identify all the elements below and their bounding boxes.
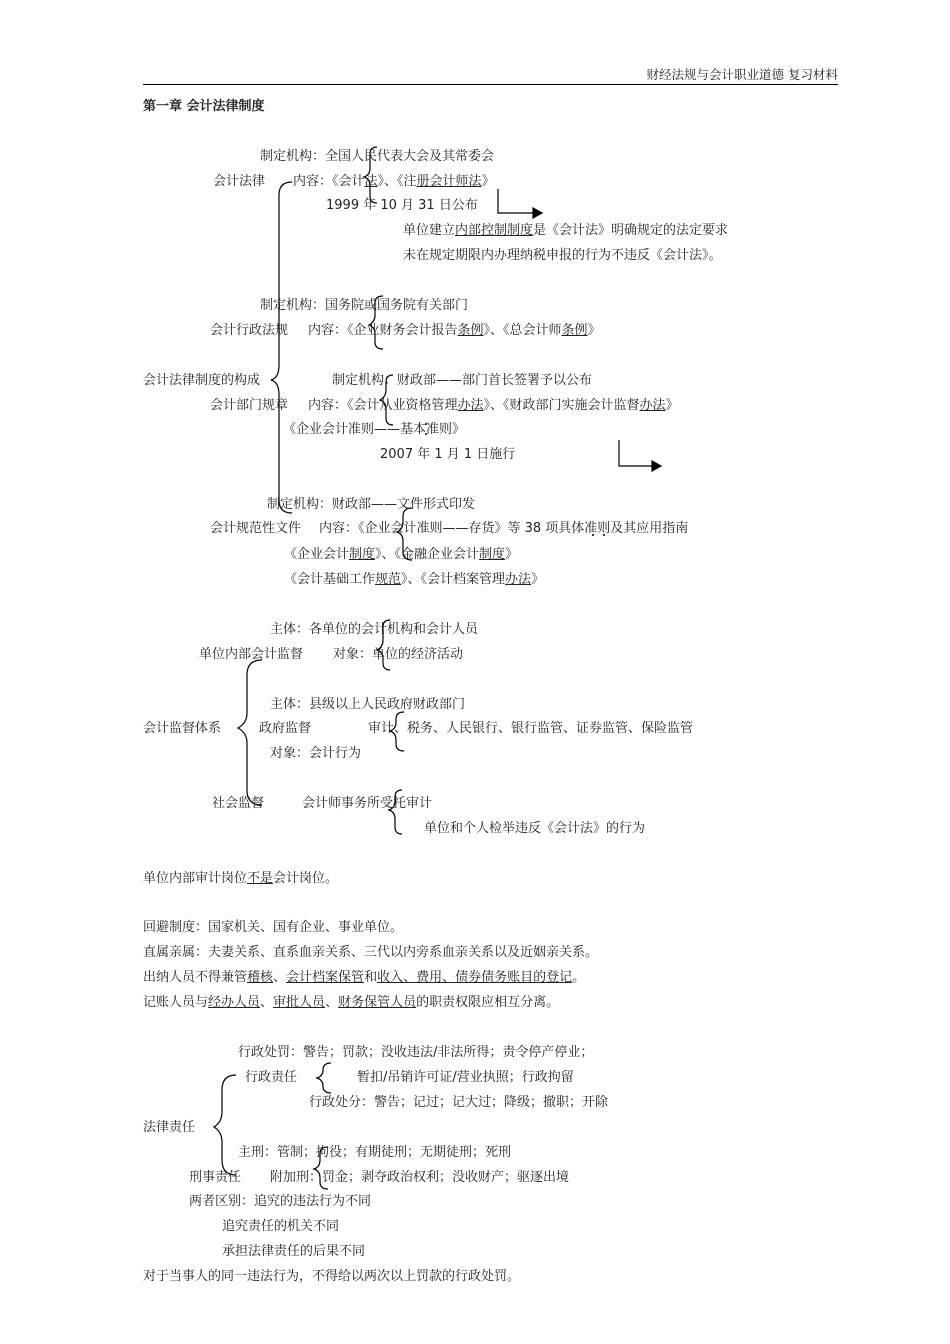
law-arrowhead <box>533 208 542 218</box>
dept-date: 2007 年 1 月 1 日施行 <box>380 447 516 462</box>
difference-1: 两者区别：追究的违法行为不同 <box>189 1194 372 1209</box>
admin-penalty: 行政处罚：警告；罚款；没收违法/非法所得；责令停产停业； <box>238 1045 594 1060</box>
admin-penalty-2: 暂扣/吊销许可证/营业执照；行政拘留 <box>357 1070 574 1085</box>
final-note: 对于当事人的同一违法行为，不得给以两次以上罚款的行政处罚。 <box>143 1269 521 1284</box>
note-avoid: 回避制度：国家机关、国有企业、事业单位。 <box>143 920 404 935</box>
social-item-2: 单位和个人检举违反《会计法》的行为 <box>424 821 646 836</box>
norm-maker: 制定机构：财政部——文件形式印发 <box>267 497 476 512</box>
government-others: 审计、税务、人民银行、银行监管、证券监管、保险监管 <box>368 721 694 736</box>
admin-sanction: 行政处分：警告；记过；记大过；降级；撤职；开除 <box>309 1095 609 1110</box>
framework-root: 会计法律制度的构成 <box>143 373 261 388</box>
law-note-2: 未在规定期限内办理纳税申报的行为不违反《会计法》。 <box>403 248 722 263</box>
dept-arrow <box>619 440 652 466</box>
social-item-1: 会计师事务所受托审计 <box>302 796 433 811</box>
header-title: 财经法规与会计职业道德 复习材料 <box>646 67 838 82</box>
internal-object: 对象：单位的经济活动 <box>333 647 464 662</box>
admin-content: 内容：《企业财务会计报告条例》、《总会计师条例》 <box>308 323 601 338</box>
criminal-label: 刑事责任 <box>189 1170 242 1185</box>
internal-subject: 主体：各单位的会计机构和会计人员 <box>270 622 479 637</box>
admin-label: 会计行政法规 <box>210 323 289 338</box>
norm-label: 会计规范性文件 <box>210 521 302 536</box>
law-note-1: 单位建立内部控制制度是《会计法》明确规定的法定要求 <box>403 223 729 238</box>
difference-3: 承担法律责任的后果不同 <box>222 1244 366 1259</box>
admin-maker: 制定机构：国务院或国务院有关部门 <box>260 298 469 313</box>
law-maker: 制定机构：全国人民代表大会及其常委会 <box>260 149 495 164</box>
dept-content: 内容：《会计从业资格管理办法》、《财政部门实施会计监督办法》 <box>308 398 679 413</box>
law-content: 内容：《会计法》、《注册会计师法》 <box>293 174 495 189</box>
admin-liability-brace <box>317 1063 331 1093</box>
norm-line-3: 《会计基础工作规范》、《会计档案管理办法》 <box>284 572 545 587</box>
criminal-extra: 附加刑：罚金；剥夺政治权利；没收财产；驱逐出境 <box>270 1170 570 1185</box>
norm-line-2: 《企业会计制度》、《金融企业会计制度》 <box>284 547 519 562</box>
note-audit: 单位内部审计岗位不是会计岗位。 <box>143 871 339 886</box>
dept-extra: 《企业会计准则——基本准则》 <box>283 422 466 437</box>
difference-2: 追究责任的机关不同 <box>222 1219 340 1234</box>
social-label: 社会监督 <box>212 796 265 811</box>
government-label: 政府监督 <box>259 721 312 736</box>
law-label: 会计法律 <box>213 174 266 189</box>
liability-bracket <box>214 1075 236 1175</box>
note-bookkeeper: 记账人员与经办人员、审批人员、财务保管人员的职责权限应相互分离。 <box>143 995 560 1010</box>
internal-label: 单位内部会计监督 <box>199 647 304 662</box>
framework-bracket <box>271 182 292 513</box>
norm-content: 内容：《企业会计准则——存货》等 38 项具体准则及其应用指南 <box>319 521 689 536</box>
government-subject: 主体：县级以上人民政府财政部门 <box>270 697 466 712</box>
supervision-root: 会计监督体系 <box>143 721 222 736</box>
admin-liability-label: 行政责任 <box>245 1070 298 1085</box>
note-cashier: 出纳人员不得兼管稽核、会计档案保管和收入、费用、债券债务账目的登记。 <box>143 970 586 985</box>
dept-maker: 制定机构：财政部——部门首长签署予以公布 <box>332 373 593 388</box>
dept-arrowhead <box>652 461 661 471</box>
law-arrow <box>498 189 533 213</box>
law-date: 1999 年 10 月 31 日公布 <box>326 198 478 213</box>
government-object: 对象：会计行为 <box>270 746 362 761</box>
note-relatives: 直属亲属：夫妻关系、直系血亲关系、三代以内旁系血亲关系以及近姻亲关系。 <box>143 945 599 960</box>
liability-root: 法律责任 <box>143 1120 196 1135</box>
criminal-main: 主刑：管制；拘役；有期徒刑；无期徒刑；死刑 <box>238 1145 512 1160</box>
dept-label: 会计部门规章 <box>210 398 289 413</box>
chapter-title: 第一章 会计法律制度 <box>143 99 265 114</box>
